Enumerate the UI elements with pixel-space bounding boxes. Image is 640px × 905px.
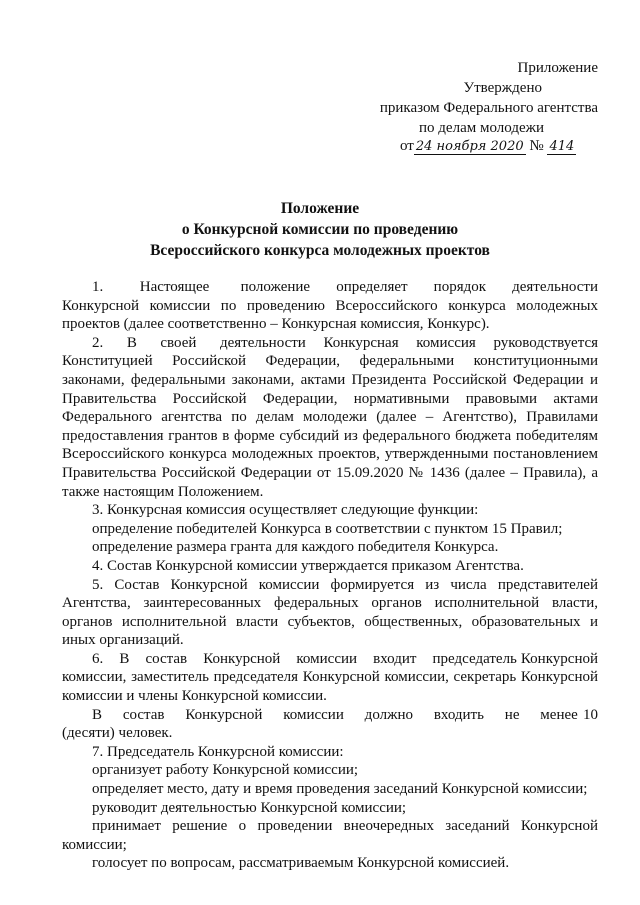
paragraph-6-members: В состав Конкурсной комиссии должно входить не менее 10 (десяти) человек. — [62, 706, 598, 742]
order-date-handwritten: 24 ноября 2020 — [415, 139, 524, 154]
chair-duty-2: определяет место, дату и время проведения заседаний Конкурсной комиссии; — [92, 781, 588, 798]
chair-duty-1: организует работу Конкурсной комиссии; — [92, 762, 359, 779]
order-number-label: № — [529, 138, 544, 154]
function-item-2: определение размера гранта для каждого победителя Конкурса. — [92, 539, 499, 556]
order-prefix: от — [400, 138, 414, 154]
approved-label: Утверждено — [463, 80, 542, 96]
approval-block — [368, 58, 598, 138]
chair-duty-5: голосует по вопросам, рассматриваемым Конкурсной комиссией. — [92, 855, 510, 872]
order-authority-line-2: по делам молодежи — [419, 120, 544, 136]
paragraph-6: 6. В состав Конкурсной комиссии входит председатель Конкурсной комиссии, заместитель председателя Конкурсной комиссии, секретарь Конкурсной комиссии и члены Конкурсной комиссии. — [62, 650, 598, 705]
paragraph-7: 7. Председатель Конкурсной комиссии: — [92, 743, 344, 760]
function-item-1: определение победителей Конкурса в соответствии с пунктом 15 Правил; — [92, 520, 563, 537]
document-title — [0, 198, 640, 261]
title-line-2: о Конкурсной комиссии по проведению — [181, 221, 459, 238]
document-body — [62, 278, 598, 873]
order-reference — [400, 138, 576, 155]
paragraph-3: 3. Конкурсная комиссия осуществляет следующие функции: — [92, 502, 479, 519]
chair-duty-4: принимает решение о проведении внеочередных заседаний Конкурсной комиссии; — [62, 818, 598, 853]
title-line-3: Всероссийского конкурса молодежных проектов — [150, 242, 490, 259]
title-line-1: Положение — [280, 200, 360, 217]
paragraph-4: 4. Состав Конкурсной комиссии утверждается приказом Агентства. — [92, 557, 524, 574]
chair-duty-3: руководит деятельностью Конкурсной комиссии; — [92, 799, 407, 816]
order-authority-line: приказом Федерального агентства — [379, 100, 598, 116]
paragraph-1: 1. Настоящее положение определяет порядок деятельности Конкурсной комиссии по проведению Всероссийского конкурса молодежных проектов (далее соответственно – Конкурсная комиссия, Конкурс). — [62, 279, 598, 333]
paragraph-5: 5. Состав Конкурсной комиссии формируется из числа представителей Агентства, заинтересованных федеральных органов исполнительной власти, органов исполнительной власти субъектов, общественных, образовательных и иных организаций. — [62, 576, 598, 649]
paragraph-2: 2. В своей деятельности Конкурсная комиссия руководствуется Конституцией Российской Федерации, федеральными конституционными законами, федеральными законами, актами Президента Российской Федерации и Правительства Российской Федерации, нормативными правовыми актами Федерального агентства по делам молодежи (далее – Агентство), Правилами предоставления грантов в форме субсидий из федерального бюджета победителям Всероссийского конкурса молодежных проектов, утвержденными постановлением Правительства Российской Федерации от 15.09.2020 № 1436 (далее – Правила), а также настоящим Положением. — [62, 334, 598, 500]
appendix-label: Приложение — [517, 60, 598, 76]
order-number-handwritten: 414 — [549, 139, 575, 154]
